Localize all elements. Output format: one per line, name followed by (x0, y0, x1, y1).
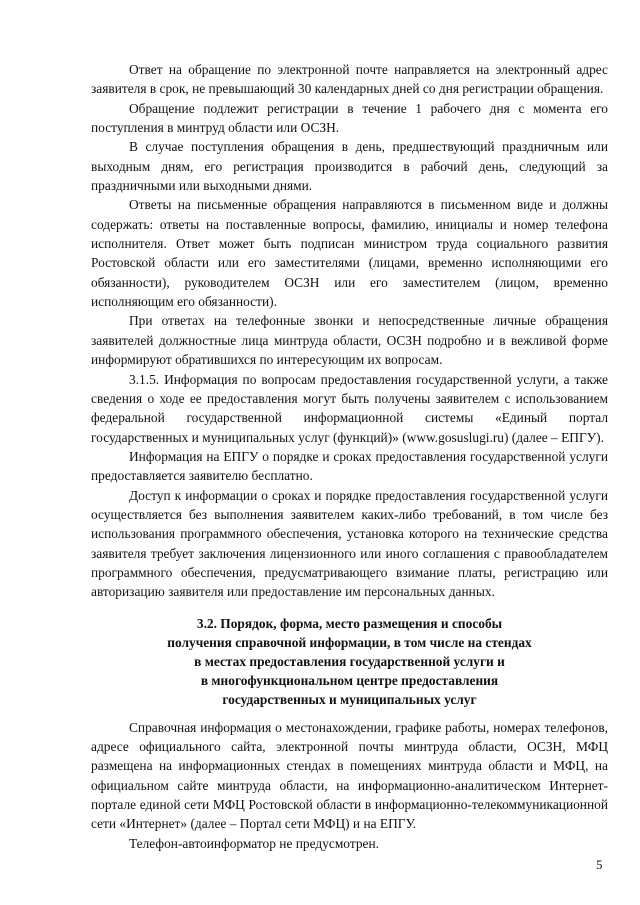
paragraph: Информация на ЕПГУ о порядке и сроках предоставления государственной услуги предоставляется заявителю бесплатно. (91, 448, 608, 484)
paragraph: В случае поступления обращения в день, предшествующий праздничным или выходным дням, его регистрация производится в рабочий день, следующий за праздничными или выходными днями. (91, 139, 608, 194)
section-heading (91, 614, 608, 710)
heading-line: в местах предоставления государственной услуги и (194, 654, 505, 670)
paragraph: Справочная информация о местонахождении, графике работы, номерах телефонов, адресе официального сайта, электронной почты минтруда области, ОСЗН, МФЦ размещена на информационных стендах в помещениях минтруда области и МФЦ, на официальном сайте минтруда области, на информационно-аналитическом Интернет-портале единой сети МФЦ Ростовской области в информационно-телекоммуникационной сети «Интернет» (далее – Портал сети МФЦ) и на ЕПГУ. (91, 719, 608, 832)
paragraph: Телефон-автоинформатор не предусмотрен. (129, 835, 379, 851)
paragraph: Обращение подлежит регистрации в течение 1 рабочего дня с момента его поступления в минтруд области или ОСЗН. (91, 100, 608, 136)
heading-line: получения справочной информации, в том числе на стендах (167, 634, 532, 650)
paragraph: 3.1.5. Информация по вопросам предоставления государственной услуги, а также сведения о ходе ее предоставления могут быть получены заявителем с использованием федеральной государственной информационной системы «Единый портал государственных и муниципальных услуг (функций)» (www.gosuslugi.ru) (далее – ЕПГУ). (91, 371, 608, 445)
paragraph: Доступ к информации о сроках и порядке предоставления государственной услуги осуществляется без выполнения заявителем каких-либо требований, в том числе без использования программного обеспечения, установка которого на технические средства заявителя требует заключения лицензионного или иного соглашения с правообладателем программного обеспечения, предусматривающего взимание платы, регистрацию или авторизацию заявителя или предоставление им персональных данных. (91, 487, 608, 600)
heading-line: 3.2. Порядок, форма, место размещения и способы (196, 615, 503, 631)
page-number: 5 (596, 857, 603, 872)
document-page (91, 60, 608, 853)
paragraph: При ответах на телефонные звонки и непосредственные личные обращения заявителей должностные лица минтруда области, ОСЗН подробно и в вежливой форме информируют обратившихся по интересующим их вопросам. (91, 313, 608, 368)
paragraph: Ответ на обращение по электронной почте направляется на электронный адрес заявителя в срок, не превышающий 30 календарных дней со дня регистрации обращения. (91, 62, 608, 97)
heading-line: в многофункциональном центре предоставления (200, 673, 499, 689)
heading-line: государственных и муниципальных услуг (222, 692, 477, 708)
paragraph: Ответы на письменные обращения направляются в письменном виде и должны содержать: ответы на поставленные вопросы, фамилию, инициалы и номер телефона исполнителя. Ответ может быть подписан министром труда социального развития Ростовской области или его заместителями (лицами, временно исполняющими его обязанности), руководителем ОСЗН или его заместителем (лицом, временно исполняющим его обязанности). (91, 197, 608, 310)
